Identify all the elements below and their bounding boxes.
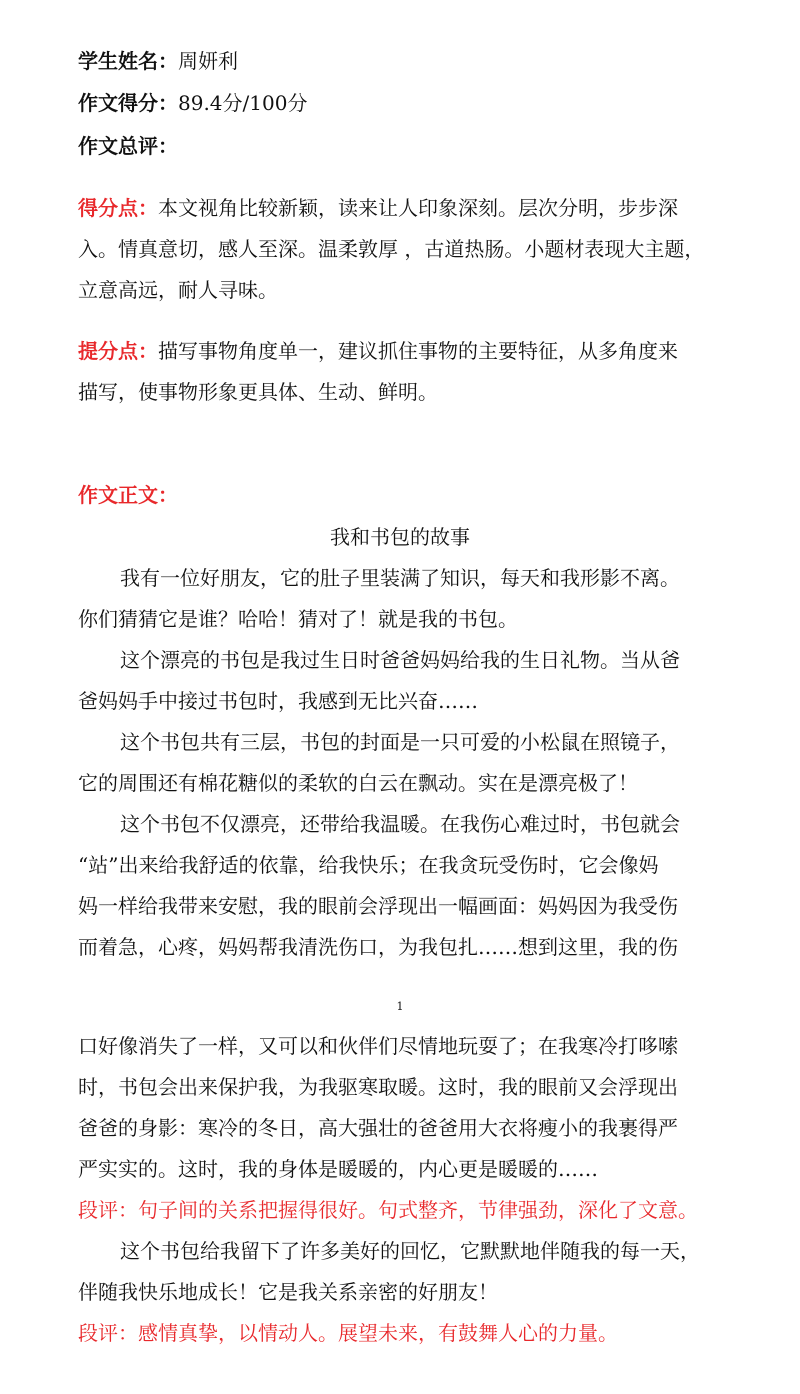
essay-page2 xyxy=(78,1026,726,1354)
essay-line: 而着急，心疼，妈妈帮我清洗伤口，为我包扎……想到这里，我的伤 xyxy=(78,935,678,959)
essay-line: 这个书包不仅漂亮，还带给我温暖。在我伤心难过时，书包就会 xyxy=(120,812,680,836)
essay-line: 口好像消失了一样，又可以和伙伴们尽情地玩耍了；在我寒冷打哆嗦 xyxy=(78,1034,678,1058)
improve-line-1 xyxy=(78,331,726,372)
strengths-paragraph xyxy=(78,188,726,311)
student-name-line xyxy=(78,47,238,75)
improve-paragraph xyxy=(78,331,726,413)
essay-line: 伴随我快乐地成长！它是我关系亲密的好朋友！ xyxy=(78,1280,498,1304)
improve-label: 提分点： xyxy=(78,339,158,363)
page-number: 1 xyxy=(396,1000,404,1013)
strengths-line-2: 入。情真意切，感人至深。温柔敦厚 ，古道热肠。小题材表现大主题， xyxy=(78,237,705,261)
score-line xyxy=(78,89,307,117)
essay-line: 爸妈妈手中接过书包时，我感到无比兴奋…… xyxy=(78,689,478,713)
essay-line: 这个漂亮的书包是我过生日时爸爸妈妈给我的生日礼物。当从爸 xyxy=(120,648,680,672)
essay-line: “站”出来给我舒适的依靠，给我快乐；在我贪玩受伤时，它会像妈 xyxy=(78,853,659,877)
overall-review-label: 作文总评： xyxy=(78,134,178,158)
improve-text: 描写事物角度单一，建议抓住事物的主要特征，从多角度来 xyxy=(158,339,678,363)
essay-line: 这个书包给我留下了许多美好的回忆，它默默地伴随我的每一天， xyxy=(120,1239,700,1263)
essay-line: 爸爸的身影：寒冷的冬日，高大强壮的爸爸用大衣将瘦小的我裹得严 xyxy=(78,1116,678,1140)
paragraph-comment-2: 段评：感情真挚，以情动人。展望未来，有鼓舞人心的力量。 xyxy=(78,1321,618,1345)
strengths-line-3: 立意高远，耐人寻味。 xyxy=(78,278,278,302)
student-name-label: 学生姓名： xyxy=(78,49,178,73)
essay-line: 妈一样给我带来安慰，我的眼前会浮现出一幅画面：妈妈因为我受伤 xyxy=(78,894,678,918)
score-label: 作文得分： xyxy=(78,91,178,115)
essay-page1 xyxy=(78,558,726,968)
essay-line: 它的周围还有棉花糖似的柔软的白云在飘动。实在是漂亮极了！ xyxy=(78,771,638,795)
improve-line-2: 描写，使事物形象更具体、生动、鲜明。 xyxy=(78,380,438,404)
essay-section-label: 作文正文： xyxy=(78,483,178,507)
essay-line: 时，书包会出来保护我，为我驱寒取暖。这时，我的眼前又会浮现出 xyxy=(78,1075,678,1099)
strengths-label: 得分点： xyxy=(78,196,158,220)
score-value: 89.4分/100分 xyxy=(178,91,308,115)
student-name-value: 周妍利 xyxy=(178,49,238,73)
strengths-text: 本文视角比较新颖，读来让人印象深刻。层次分明，步步深 xyxy=(158,196,678,220)
essay-title: 我和书包的故事 xyxy=(330,525,470,549)
essay-line: 这个书包共有三层，书包的封面是一只可爱的小松鼠在照镜子， xyxy=(120,730,680,754)
essay-line: 你们猜猜它是谁？哈哈！猜对了！就是我的书包。 xyxy=(78,607,518,631)
essay-line: 我有一位好朋友，它的肚子里装满了知识，每天和我形影不离。 xyxy=(120,566,680,590)
paragraph-comment-1: 段评：句子间的关系把握得很好。句式整齐，节律强劲，深化了文意。 xyxy=(78,1198,698,1222)
strengths-line-1 xyxy=(78,188,726,229)
essay-line: 严实实的。这时，我的身体是暖暖的，内心更是暖暖的…… xyxy=(78,1157,598,1181)
